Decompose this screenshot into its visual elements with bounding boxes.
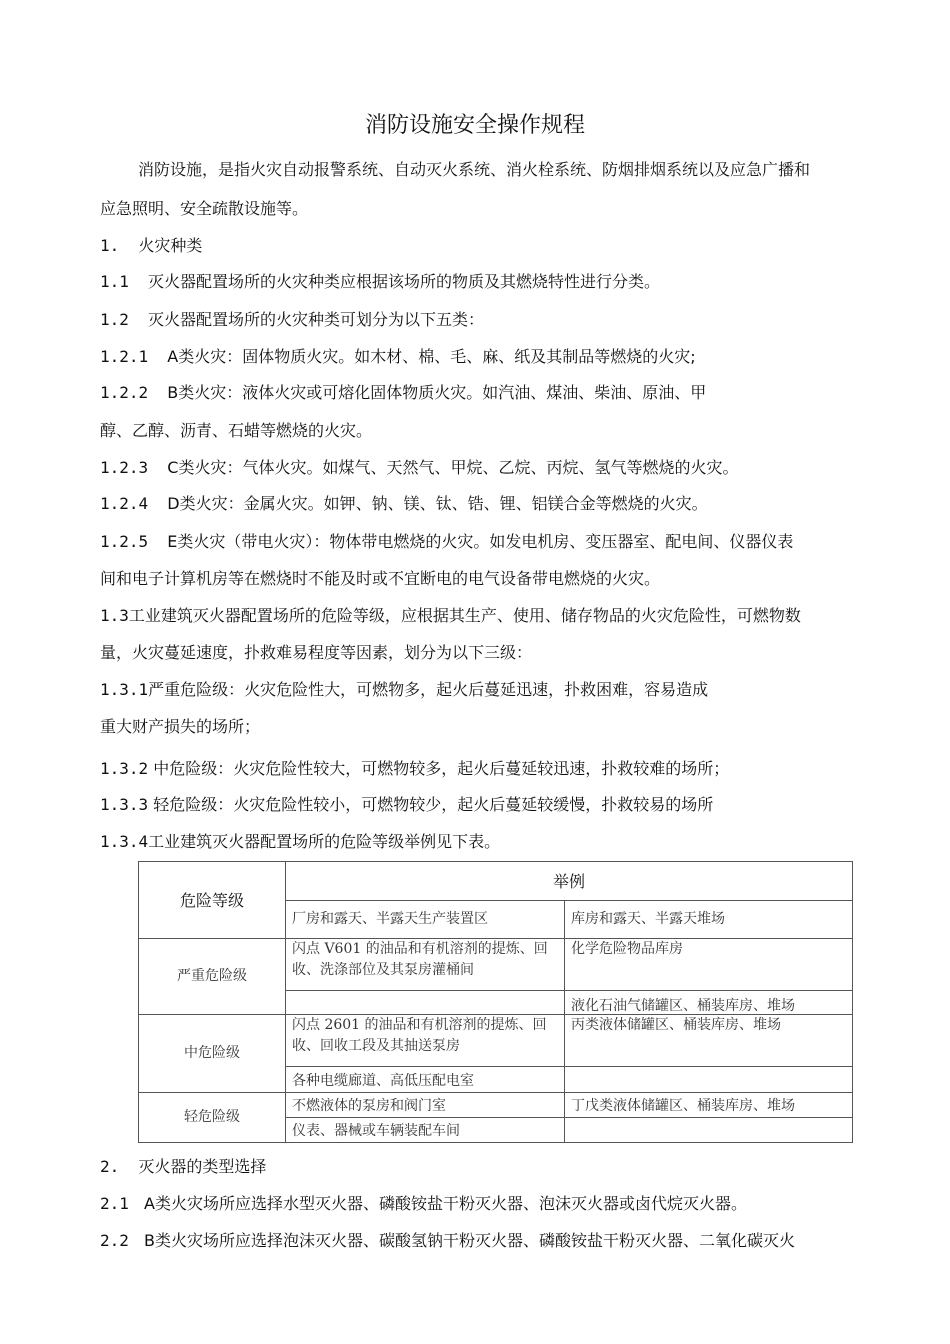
table-header-plant-area: 厂房和露天、半露天生产装置区	[286, 901, 565, 939]
clause-2-2	[100, 1230, 795, 1252]
clause-text: A类火灾场所应选择水型灭火器、磷酸铵盐干粉灭火器、泡沫灭火器或卤代烷灭火器。	[144, 1194, 747, 1213]
clause-number: 1.2.1	[100, 347, 149, 366]
clause-1-2-5-continuation: 间和电子计算机房等在燃烧时不能及时或不宜断电的电气设备带电燃烧的火灾。	[100, 569, 661, 588]
section-2-heading	[100, 1156, 266, 1178]
clause-number: 1.1	[100, 272, 129, 291]
table-cell-level-light: 轻危险级	[139, 1093, 286, 1143]
clause-1-3-1-continuation: 重大财产损失的场所；	[100, 717, 261, 736]
clause-number: 1.3.3	[100, 795, 149, 814]
clause-1-2-2-continuation: 醇、乙醇、沥青、石蜡等燃烧的火灾。	[100, 421, 373, 440]
clause-number: 1.3.2	[100, 759, 149, 778]
clause-number: 1.2.3	[100, 458, 149, 477]
clause-number: 2.1	[100, 1194, 129, 1213]
table-row	[139, 939, 853, 991]
intro-paragraph-line-2: 应急照明、安全疏散设施等。	[100, 199, 309, 218]
clause-text: C类火灾：气体火灾。如煤气、天然气、甲烷、乙烷、丙烷、氢气等燃烧的火灾。	[167, 458, 739, 477]
section-text: 火灾种类	[138, 236, 203, 255]
clause-1-2-4	[100, 493, 708, 515]
clause-number: 1.3	[100, 606, 129, 625]
clause-number: 1.2.4	[100, 494, 149, 513]
intro-paragraph-line-1: 消防设施，是指火灾自动报警系统、自动灭火系统、消火栓系统、防烟排烟系统以及应急广播和	[138, 160, 811, 179]
table-cell	[565, 1067, 853, 1093]
table-header-hazard-level: 危险等级	[139, 862, 286, 939]
clause-1-2-1	[100, 346, 696, 368]
table-cell: 闪点 V601 的油品和有机溶剂的提炼、回收、洗涤部位及其泵房灌桶间	[286, 939, 565, 991]
clause-number: 1.2.5	[100, 532, 149, 551]
clause-1-2	[100, 309, 484, 331]
clause-1-3	[100, 605, 801, 627]
table-header-examples: 举例	[286, 862, 853, 901]
clause-number: 1.3.1	[100, 680, 149, 699]
clause-text: B类火灾场所应选择泡沫灭火器、碳酸氢钠干粉灭火器、磷酸铵盐干粉灭火器、二氧化碳灭火	[144, 1231, 795, 1250]
table-cell: 各种电缆廊道、高低压配电室	[286, 1067, 565, 1093]
clause-text: 严重危险级：火灾危险性大，可燃物多，起火后蔓延迅速，扑救困难，容易造成	[148, 680, 709, 699]
clause-text: 工业建筑灭火器配置场所的危险等级举例见下表。	[148, 832, 501, 851]
table-cell: 丙类液体储罐区、桶装库房、堆场	[565, 1015, 853, 1067]
hazard-level-table	[138, 861, 853, 1143]
table-row	[139, 1093, 853, 1118]
clause-text: 轻危险级：火灾危险性较小，可燃物较少，起火后蔓延较缓慢，扑救较易的场所	[153, 795, 714, 814]
clause-number: 2.2	[100, 1231, 129, 1250]
clause-text: E类火灾（带电火灾）：物体带电燃烧的火灾。如发电机房、变压器室、配电间、仪器仪表	[167, 532, 794, 551]
section-text: 灭火器的类型选择	[138, 1157, 267, 1176]
clause-1-3-continuation: 量，火灾蔓延速度，扑救难易程度等因素，划分为以下三级：	[100, 643, 533, 662]
clause-text: 工业建筑灭火器配置场所的危险等级，应根据其生产、使用、储存物品的火灾危险性，可燃物数	[128, 606, 801, 625]
clause-text: 灭火器配置场所的火灾种类应根据该场所的物质及其燃烧特性进行分类。	[148, 272, 661, 291]
table-cell-level-medium: 中危险级	[139, 1015, 286, 1093]
table-header-warehouse-area: 库房和露天、半露天堆场	[565, 901, 853, 939]
document-title: 消防设施安全操作规程	[364, 113, 585, 138]
clause-text: 中危险级：火灾危险性较大，可燃物较多，起火后蔓延较迅速，扑救较难的场所；	[153, 759, 730, 778]
section-number: 2.	[100, 1157, 120, 1176]
clause-1-3-1	[100, 679, 708, 701]
table-cell-level-serious: 严重危险级	[139, 939, 286, 1015]
table-cell: 丁戊类液体储罐区、桶装库房、堆场	[565, 1093, 853, 1118]
section-number: 1.	[100, 236, 120, 255]
clause-1-2-5	[100, 531, 793, 553]
clause-1-2-3	[100, 457, 738, 479]
clause-text: 灭火器配置场所的火灾种类可划分为以下五类：	[148, 310, 485, 329]
clause-1-3-3	[100, 794, 713, 816]
table-cell: 不燃液体的泵房和阀门室	[286, 1093, 565, 1118]
clause-text: A类火灾：固体物质火灾。如木材、棉、毛、麻、纸及其制品等燃烧的火灾;	[167, 347, 696, 366]
clause-1-3-2	[100, 758, 729, 780]
clause-1-3-4	[100, 831, 500, 853]
clause-1-2-2	[100, 382, 706, 404]
clause-text: D类火灾：金属火灾。如钾、钠、镁、钛、锆、锂、铝镁合金等燃烧的火灾。	[167, 494, 708, 513]
table-cell	[286, 991, 565, 1015]
clause-number: 1.2.2	[100, 383, 149, 402]
clause-text: B类火灾：液体火灾或可熔化固体物质火灾。如汽油、煤油、柴油、原油、甲	[167, 383, 707, 402]
table-cell: 闪点 2601 的油品和有机溶剂的提炼、回收、回收工段及其抽送泵房	[286, 1015, 565, 1067]
table-row	[139, 1015, 853, 1067]
table-cell: 化学危险物品库房	[565, 939, 853, 991]
clause-2-1	[100, 1193, 747, 1215]
clause-number: 1.2	[100, 310, 129, 329]
table-cell	[565, 1118, 853, 1143]
clause-1-1	[100, 271, 660, 293]
section-1-heading	[100, 235, 202, 257]
table-cell: 仪表、器械或车辆装配车间	[286, 1118, 565, 1143]
clause-number: 1.3.4	[100, 832, 149, 851]
table-cell: 液化石油气储罐区、桶装库房、堆场	[565, 991, 853, 1015]
